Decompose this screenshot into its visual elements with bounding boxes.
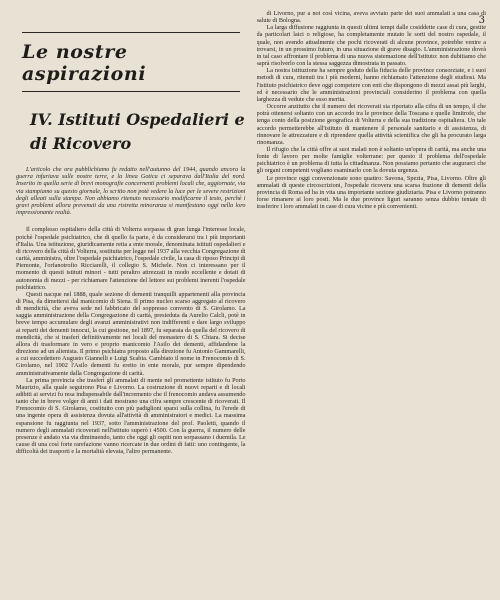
body-paragraph: di Livorno, pur a noi così vicina, aveva avviato parte dei suoi ammalati a una casa di salute di Bologna. [256,10,486,25]
body-paragraph: Questi nacque nel 1888, quale sezione di dementi tranquilli appartenenti alla provincia di Pisa, da dimettersi dal manicomio di Siena. Il primo nucleo scarso aggregato al ricovero di mendicità, che aveva sede nel fabbricato del soppresso convento di S. Girolamo. La saggia amministrazione della Congregazione di carità, presieduta da Aurelio Calcli, potè in breve tempo accumulare degli avanzi amministrativi non indifferenti e dare largo sviluppo ai reparti dei dementi innocui, la cui gestione, nel 1897, fu separata da quella del ricovero di mendicità, che si trasferì definitivamente nei locali del monastero di S. Chiara. Si decise allora di trasformare in vero e proprio manicomio l'Asilo dei dementi, affidandone la direzione ad un alienista. Il primo psichiatra proposto alla direzione fu Antonio Gammarelli, a cui succedettero Augusto Giannelli e Luigi Scabia. Cambiato il nome in Frenocomio di S. Girolamo, nel 1902 l'Asilo dementi fu eretto in ente morale, pur sempre dipendendo amministrativamente dalla Congregazione di carità. [16,290,246,377]
left-column [16,8,246,594]
body-paragraph: Il complesso ospitaliero della città di Volterra sorpassa di gran lunga l'interesse locale, poichè l'ospedale psichiatrico, che di quello fa parte, è da considerarsi tra i più importanti d'Italia. Una istituzione, giuridicamente retta a ente morale, denominata istituti ospedalieri e di ricovero della città di Volterra, sostituita per legge nel 1937 alla vecchia Congregazione di carità, amministra, oltre l'ospedale psichiatrico, l'ospedale civile, la casa di riposo Principi di Piemonte, l'orfanotrofio Ricciarelli, il collegio S. Michele. Non ci interessano per il momento di questi istituti minori - tutti peraltro attrezzati in modo eccellente e dotati di autonomia di mezzi - per richiamare l'attenzione del lettore sui problemi inerenti l'ospedale psichiatrico. [16,226,246,291]
body-paragraph: Occorre anzitutto che il numero dei ricoverati sia riportato alla cifra di un tempo, il che potrà ottenersi soltanto con un accordo tra le province della Toscana e quelle limitrofe, che tenga conto della posizione geografica di Volterra e della sua tradizione ospitaliera. Un tale accordo permetterebbe all'istituto di mantenere il personale sanitario e di assistenza, di rinnovare le attrezzature e di riprendere quella attività scientifica che gli ha procurato larga rinomanza. [256,103,486,146]
section-heading: IV. Istituti Ospedalieri e di Ricovero [30,110,245,153]
body-paragraph: La larga diffusione raggiunta in questi ultimi tempi dalle cosiddette case di cura, gestite da particolari laici o religiose, ha completamente mutato le sorti del nostro ospedale, il quale, non avendo attualmente che pochi ricoverati di alcune province, potrebbe venire a trovarsi, in un prossimo futuro, in una situazione di grave disagio. L'amministrazione dovrà in tal caso affrontare il problema di una nuova sistemazione dell'istituto: non dubitiamo che saprà risolverlo con la stessa saggezza dimostrata in passato. [256,24,486,68]
columns [16,8,486,594]
body-paragraph: La prima provincia che trasferì gli ammalati di mente nel promettente istituto fu Porto Maurizio, alla quale seguirono Pisa e Livorno. La costruzione di nuovi reparti e di locali adibiti ai servizi fu resa indispensabile dall'incremento che il frenocomio andava assumendo tanto che in breve volger di anni i dati mostrano una cifra sempre crescente di ricoverati. Il Frenocomio di S. Girolamo, costituito con più padiglioni sparsi sulla collina, fu l'erede di una ingente opera di assistenza dovuta all'attività di amministratori e medici. La massima espansione fu raggiunta nel 1937, sotto l'amministrazione del prof. Paoletti, quando il numero degli ammalati ricoverati nell'istituto superò i 4500. Con la guerra, il numero delle presenze è andato via via diminuendo, tanto che oggi gli ospiti non sorpassano i duemila. Le cause di una così forte rarefazione vanno ricercate in due ordini di fatti: uno contingente, la difficoltà dei trasporti e la mortalità elevata, l'altro permanente. [16,376,246,456]
page-title: Le nostre aspirazioni [22,41,147,85]
page-number: 3 [478,15,485,26]
body-paragraph: Le province oggi convenzionate sono quattro: Savona, Spezia, Pisa, Livorno. Oltre gli ammalati di queste circoscrizioni, l'ospedale ricovera una scarsa frazione di dementi della provincia di Roma ed ha in vita una importante sezione giudiziaria. Pisa e Livorno potranno forse rimanere ai loro posti. Ma le due province liguri saranno senza dubbio tentate di trasferire i loro ammalati in case di cura vicine e più convenienti. [256,174,486,211]
title-box [22,32,240,92]
right-column [257,8,487,594]
body-paragraph: Il rifugio che la città offre ai suoi malati non è soltanto un'opera di carità, ma anche una fonte di lavoro per molte famiglie volterrane: per questo il problema dell'ospedale psichiatrico è un problema di tutta la cittadinanza. Non possiamo pertanto che augurarci che gli organi competenti vogliano esaminarlo con la dovuta urgenza. [256,145,486,175]
body-paragraph: La nostra istituzione ha sempre goduto della fiducia delle province consorziate, e i suoi metodi di cura, ritenuti tra i più moderni, hanno richiamato l'attenzione degli studiosi. Ma l'istituto psichiatrico deve oggi competere con enti che dispongono di mezzi assai più larghi, ed è necessario che le amministrazioni provinciali considerino il problema con quella larghezza di vedute che esso merita. [256,67,486,103]
intro-paragraph: L'articolo che ora pubblichiamo fu redatto nell'autunno del 1944, quando ancora la guerra infuriava sulle nostre terre, e la linea Gotica ci separava dall'Italia del nord. Inserito in quella serie di brevi monografie concernenti problemi locali che, aggiornate, via via stampiamo su questo giornale, lo scritto non potè vedere la luce per le severe restrizioni degli alleati sulla stampa. Non abbiamo ritenuto necessario modificarne il testo, perchè i gravi problemi allora prevenuti da una ristretta minoranza si manifestano oggi nella loro impressionante realtà. [16,166,246,217]
